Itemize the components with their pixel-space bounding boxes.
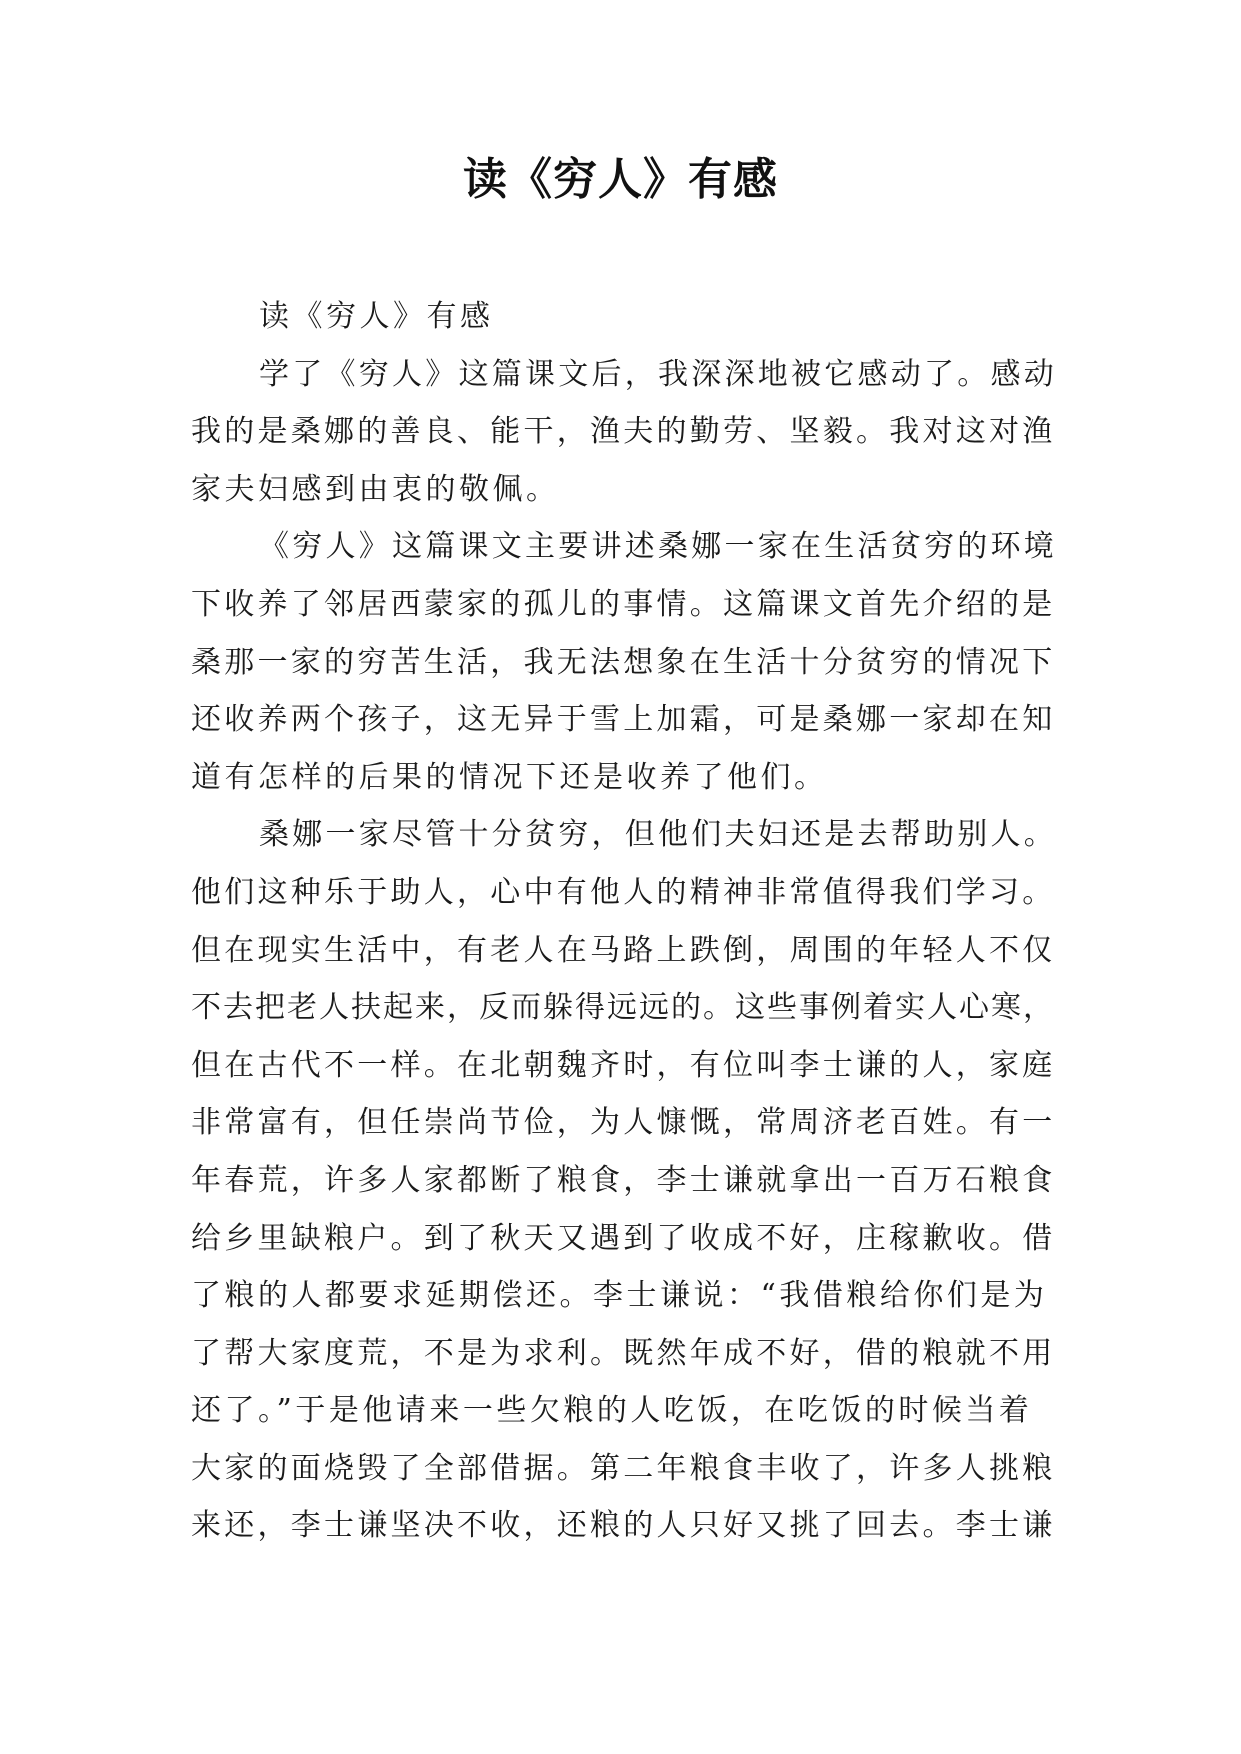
text-line: 不去把老人扶起来，反而躲得远远的。这些事例着实人心寒，	[191, 990, 1055, 1026]
text-line: 了帮大家度荒，不是为求利。既然年成不好，借的粮就不用	[191, 1335, 1056, 1371]
text-line: 道有怎样的后果的情况下还是收养了他们。	[191, 759, 828, 795]
text-line: 学了《穷人》这篇课文后，我深深地被它感动了。感动	[259, 356, 1057, 392]
text-line: 还收养两个孩子，这无异于雪上加霜，可是桑娜一家却在知	[191, 702, 1056, 738]
text-line: 大家的面烧毁了全部借据。第二年粮食丰收了，许多人挑粮	[191, 1450, 1056, 1486]
text-line: 桑那一家的穷苦生活，我无法想象在生活十分贫穷的情况下	[191, 644, 1056, 680]
text-line: 但在古代不一样。在北朝魏齐时，有位叫李士谦的人，家庭	[191, 1047, 1056, 1083]
document-body	[191, 288, 1061, 1555]
document-title: 读《穷人》有感	[463, 154, 778, 205]
text-line: 来还，李士谦坚决不收，还粮的人只好又挑了回去。李士谦	[191, 1508, 1056, 1544]
text-line: 《穷人》这篇课文主要讲述桑娜一家在生活贫穷的环境	[259, 529, 1057, 565]
text-line: 年春荒，许多人家都断了粮食，李士谦就拿出一百万石粮食	[191, 1162, 1056, 1198]
text-line: 读《穷人》有感	[259, 299, 494, 334]
text-line: 下收养了邻居西蒙家的孤儿的事情。这篇课文首先介绍的是	[191, 586, 1056, 622]
text-line: 我的是桑娜的善良、能干，渔夫的勤劳、坚毅。我对这对渔	[191, 414, 1056, 450]
text-line: 给乡里缺粮户。到了秋天又遇到了收成不好，庄稼歉收。借	[191, 1220, 1056, 1256]
text-line: 但在现实生活中，有老人在马路上跌倒，周围的年轻人不仅	[191, 932, 1056, 968]
text-line: 桑娜一家尽管十分贫穷，但他们夫妇还是去帮助别人。	[259, 817, 1057, 853]
text-line: 还了。”于是他请来一些欠粮的人吃饭，在吃饭的时候当着	[191, 1393, 1033, 1429]
text-line: 家夫妇感到由衷的敬佩。	[191, 471, 560, 507]
text-line: 了粮的人都要求延期偿还。李士谦说：“我借粮给你们是为	[191, 1278, 1048, 1314]
text-line: 他们这种乐于助人，心中有他人的精神非常值得我们学习。	[191, 874, 1056, 910]
text-line: 非常富有，但任崇尚节俭，为人慷慨，常周济老百姓。有一	[191, 1105, 1056, 1141]
